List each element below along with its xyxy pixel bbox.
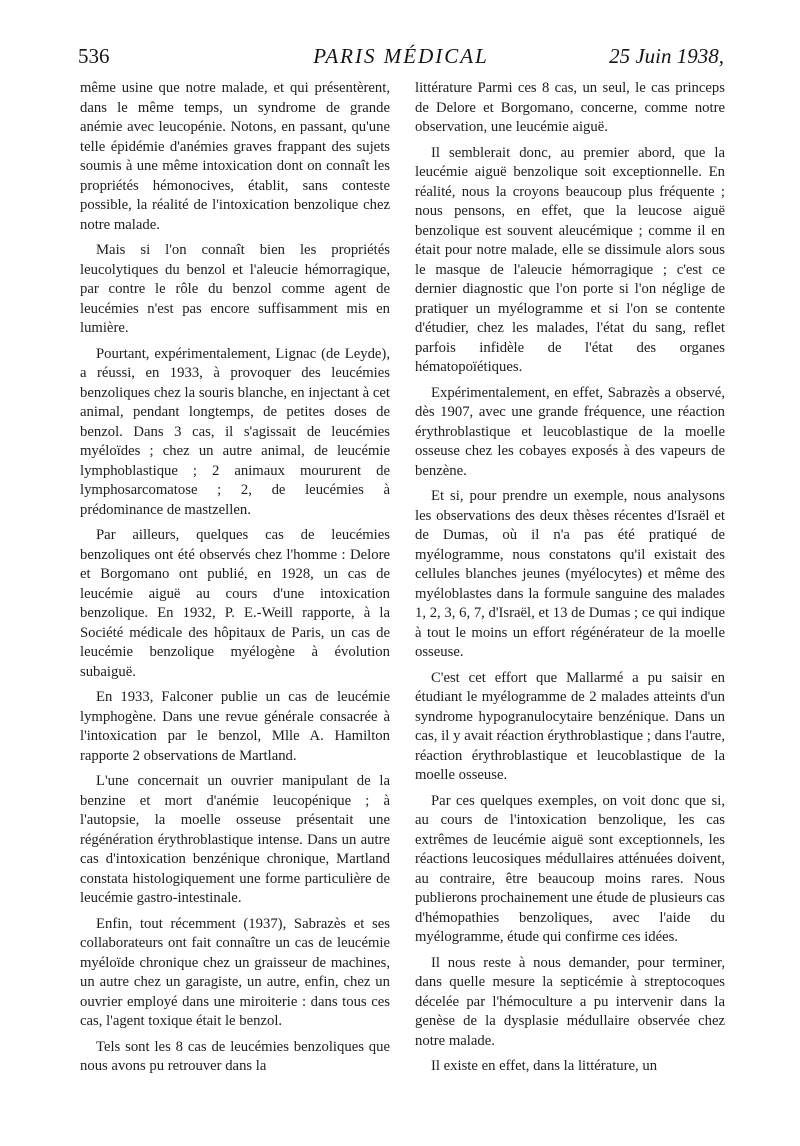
paragraph: Expérimentalement, en effet, Sabrazès a observé, dès 1907, avec une grande fréquence, une réaction érythroblastique et leucoblastique de la moelle osseuse chez les cobayes exposés à des vapeurs de benzène. bbox=[415, 384, 725, 479]
paragraph: Il semblerait donc, au premier abord, que la leucémie aiguë benzolique soit exceptionnelle. En réalité, nous la croyons beaucoup plus fréquente ; nous pensons, en effet, que la leucose aiguë benzolique est souvent aleucémique ; comme il en était pour notre malade, elle se dissimule alors sous le masque de l'aleucie hémorragique ; c'est ce dernier diagnostic que l'on porte si l'on néglige de pratiquer un myélogramme et si l'on se contente d'étudier, chez les malades, l'état du sang, reflet parfois infidèle de l'état des organes hématopoïétiques. bbox=[415, 144, 725, 375]
paragraph: C'est cet effort que Mallarmé a pu saisir en étudiant le myélogramme de 2 malades atteints d'un syndrome hypogranulocytaire benzénique. Dans un cas, il y avait réaction érythroblastique ; dans l'autre, réaction érythroblastique et leucoblastique de la moelle osseuse. bbox=[415, 669, 725, 783]
paragraph: Par ailleurs, quelques cas de leucémies benzoliques ont été observés chez l'homme : Delore et Borgomano ont publié, en 1928, un cas de leucémie aiguë au cours d'une intoxication benzolique. En 1932, P. E.-Weill rapporte, à la Société médicale des hôpitaux de Paris, un cas de leucémie benzolique myélogène à évolution subaiguë. bbox=[80, 527, 390, 680]
paragraph: L'une concernait un ouvrier manipulant de la benzine et mort d'anémie leucopénique ; à l'autopsie, la moelle osseuse présentait une régénération érythroblastique intense. Dans un autre cas d'intoxication benzénique chronique, Martland constata histologiquement une forme particulière de leucémie gastro-intestinale. bbox=[80, 773, 390, 906]
left-column bbox=[80, 79, 390, 1083]
paragraph: En 1933, Falconer publie un cas de leucémie lymphogène. Dans une revue générale consacrée à l'intoxication par le benzol, Mlle A. Hamilton rapporte 2 observations de Martland. bbox=[80, 689, 390, 764]
journal-title: PARIS MÉDICAL bbox=[313, 44, 489, 68]
paragraph: Il existe en effet, dans la littérature, un bbox=[431, 1058, 658, 1074]
issue-date: 25 Juin 1938, bbox=[609, 44, 724, 68]
paragraph: Enfin, tout récemment (1937), Sabrazès et ses collaborateurs ont fait connaître un cas de leucémie myéloïde chronique chez un graisseur de machines, un autre chez un garagiste, un autre, enfin, chez un ouvrier employé dans une miroiterie : dans tous ces cas, l'agent toxique était le benzol. bbox=[80, 915, 390, 1029]
paragraph: Pourtant, expérimentalement, Lignac (de Leyde), a réussi, en 1933, à provoquer des leucémies benzoliques chez la souris blanche, en injectant à cet animal, pendant longtemps, de petites doses de benzol. Dans 3 cas, il s'agissait de leucémies myéloïdes ; chez un autre animal, de leucémie lymphoblastique ; 2 animaux moururent de lymphosarcomatose ; 2, de leucémies à prédominance de mastzellen. bbox=[80, 345, 390, 518]
page-number: 536 bbox=[78, 44, 110, 68]
page-header bbox=[78, 44, 724, 76]
paragraph: Et si, pour prendre un exemple, nous analysons les observations des deux thèses récentes d'Israël et de Dumas, où il n'a pas été pratiqué de myélogramme, nous constatons qu'il existait des cellules blanches jeunes (myélocytes) et même des myéloblastes dans la formule sanguine des malades 1, 2, 3, 6, 7, d'Israël, et 13 de Dumas ; ce qui indique à tout le moins un effort régénérateur de la moelle osseuse. bbox=[415, 488, 725, 660]
paragraph: Il nous reste à nous demander, pour terminer, dans quelle mesure la septicémie à streptocoques décelée par l'hémoculture a pu intervenir dans la genèse de la dysplasie médullaire observée chez notre malade. bbox=[415, 954, 725, 1049]
paragraph: Par ces quelques exemples, on voit donc que si, au cours de l'intoxication benzolique, les cas extrêmes de leucémie aiguë sont exceptionnels, les réactions leucosiques médullaires atténuées doivent, au contraire, être beaucoup moins rares. Nous publierons prochainement une étude de plusieurs cas d'hémopathies benzoliques, avec l'aide du myélogramme, étude qui confirme ces idées. bbox=[415, 792, 725, 945]
paragraph: littérature Parmi ces 8 cas, un seul, le cas princeps de Delore et Borgomano, concerne, comme notre observation, une leucémie aiguë. bbox=[415, 80, 725, 135]
paragraph: Tels sont les 8 cas de leucémies benzoliques que nous avons pu retrouver dans la bbox=[80, 1038, 390, 1074]
paragraph: Mais si l'on connaît bien les propriétés leucolytiques du benzol et l'aleucie hémorragique, par contre le rôle du benzol comme agent de leucémies n'est pas encore suffisamment mis en lumière. bbox=[80, 242, 390, 336]
right-column bbox=[415, 79, 725, 1083]
paragraph: même usine que notre malade, et qui présentèrent, dans le même temps, un syndrome de grande anémie avec leucopénie. Notons, en passant, qu'une telle épidémie d'anémies graves frappant des sujets soumis à une même intoxication dont on connaît les propriétés hémonocives, établit, sans conteste possible, la réalité de l'intoxication benzolique chez notre malade. bbox=[80, 80, 390, 233]
